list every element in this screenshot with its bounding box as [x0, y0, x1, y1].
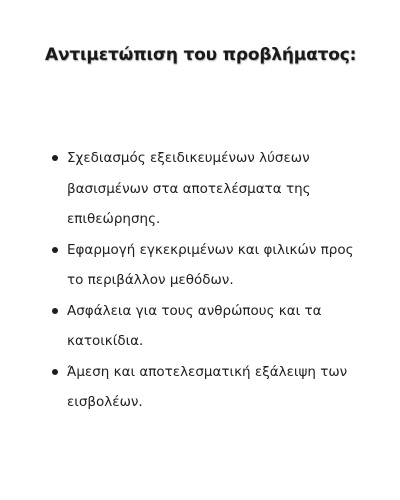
bullet-list [67, 143, 367, 418]
list-item-text: Άμεση και αποτελεσματική εξάλειψη των εισβολέων. [67, 363, 348, 410]
list-item [67, 235, 367, 296]
list-item-text: Σχεδιασμός εξειδικευμένων λύσεων βασισμένων στα αποτελέσματα της επιθεώρησης. [67, 150, 311, 227]
list-item [67, 296, 367, 357]
bullet-icon [52, 369, 58, 375]
list-item-text: Ασφάλεια για τους ανθρώπους και τα κατοικίδια. [67, 302, 322, 349]
list-item-text: Εφαρμογή εγκεκριμένων και φιλικών προς το περιβάλλον μεθόδων. [67, 241, 354, 288]
bullet-icon [52, 247, 58, 253]
section-heading: Αντιμετώπιση του προβλήματος: [45, 45, 357, 65]
bullet-icon [52, 308, 58, 314]
bullet-icon [52, 155, 58, 161]
list-item [67, 357, 367, 418]
list-item [67, 143, 367, 235]
